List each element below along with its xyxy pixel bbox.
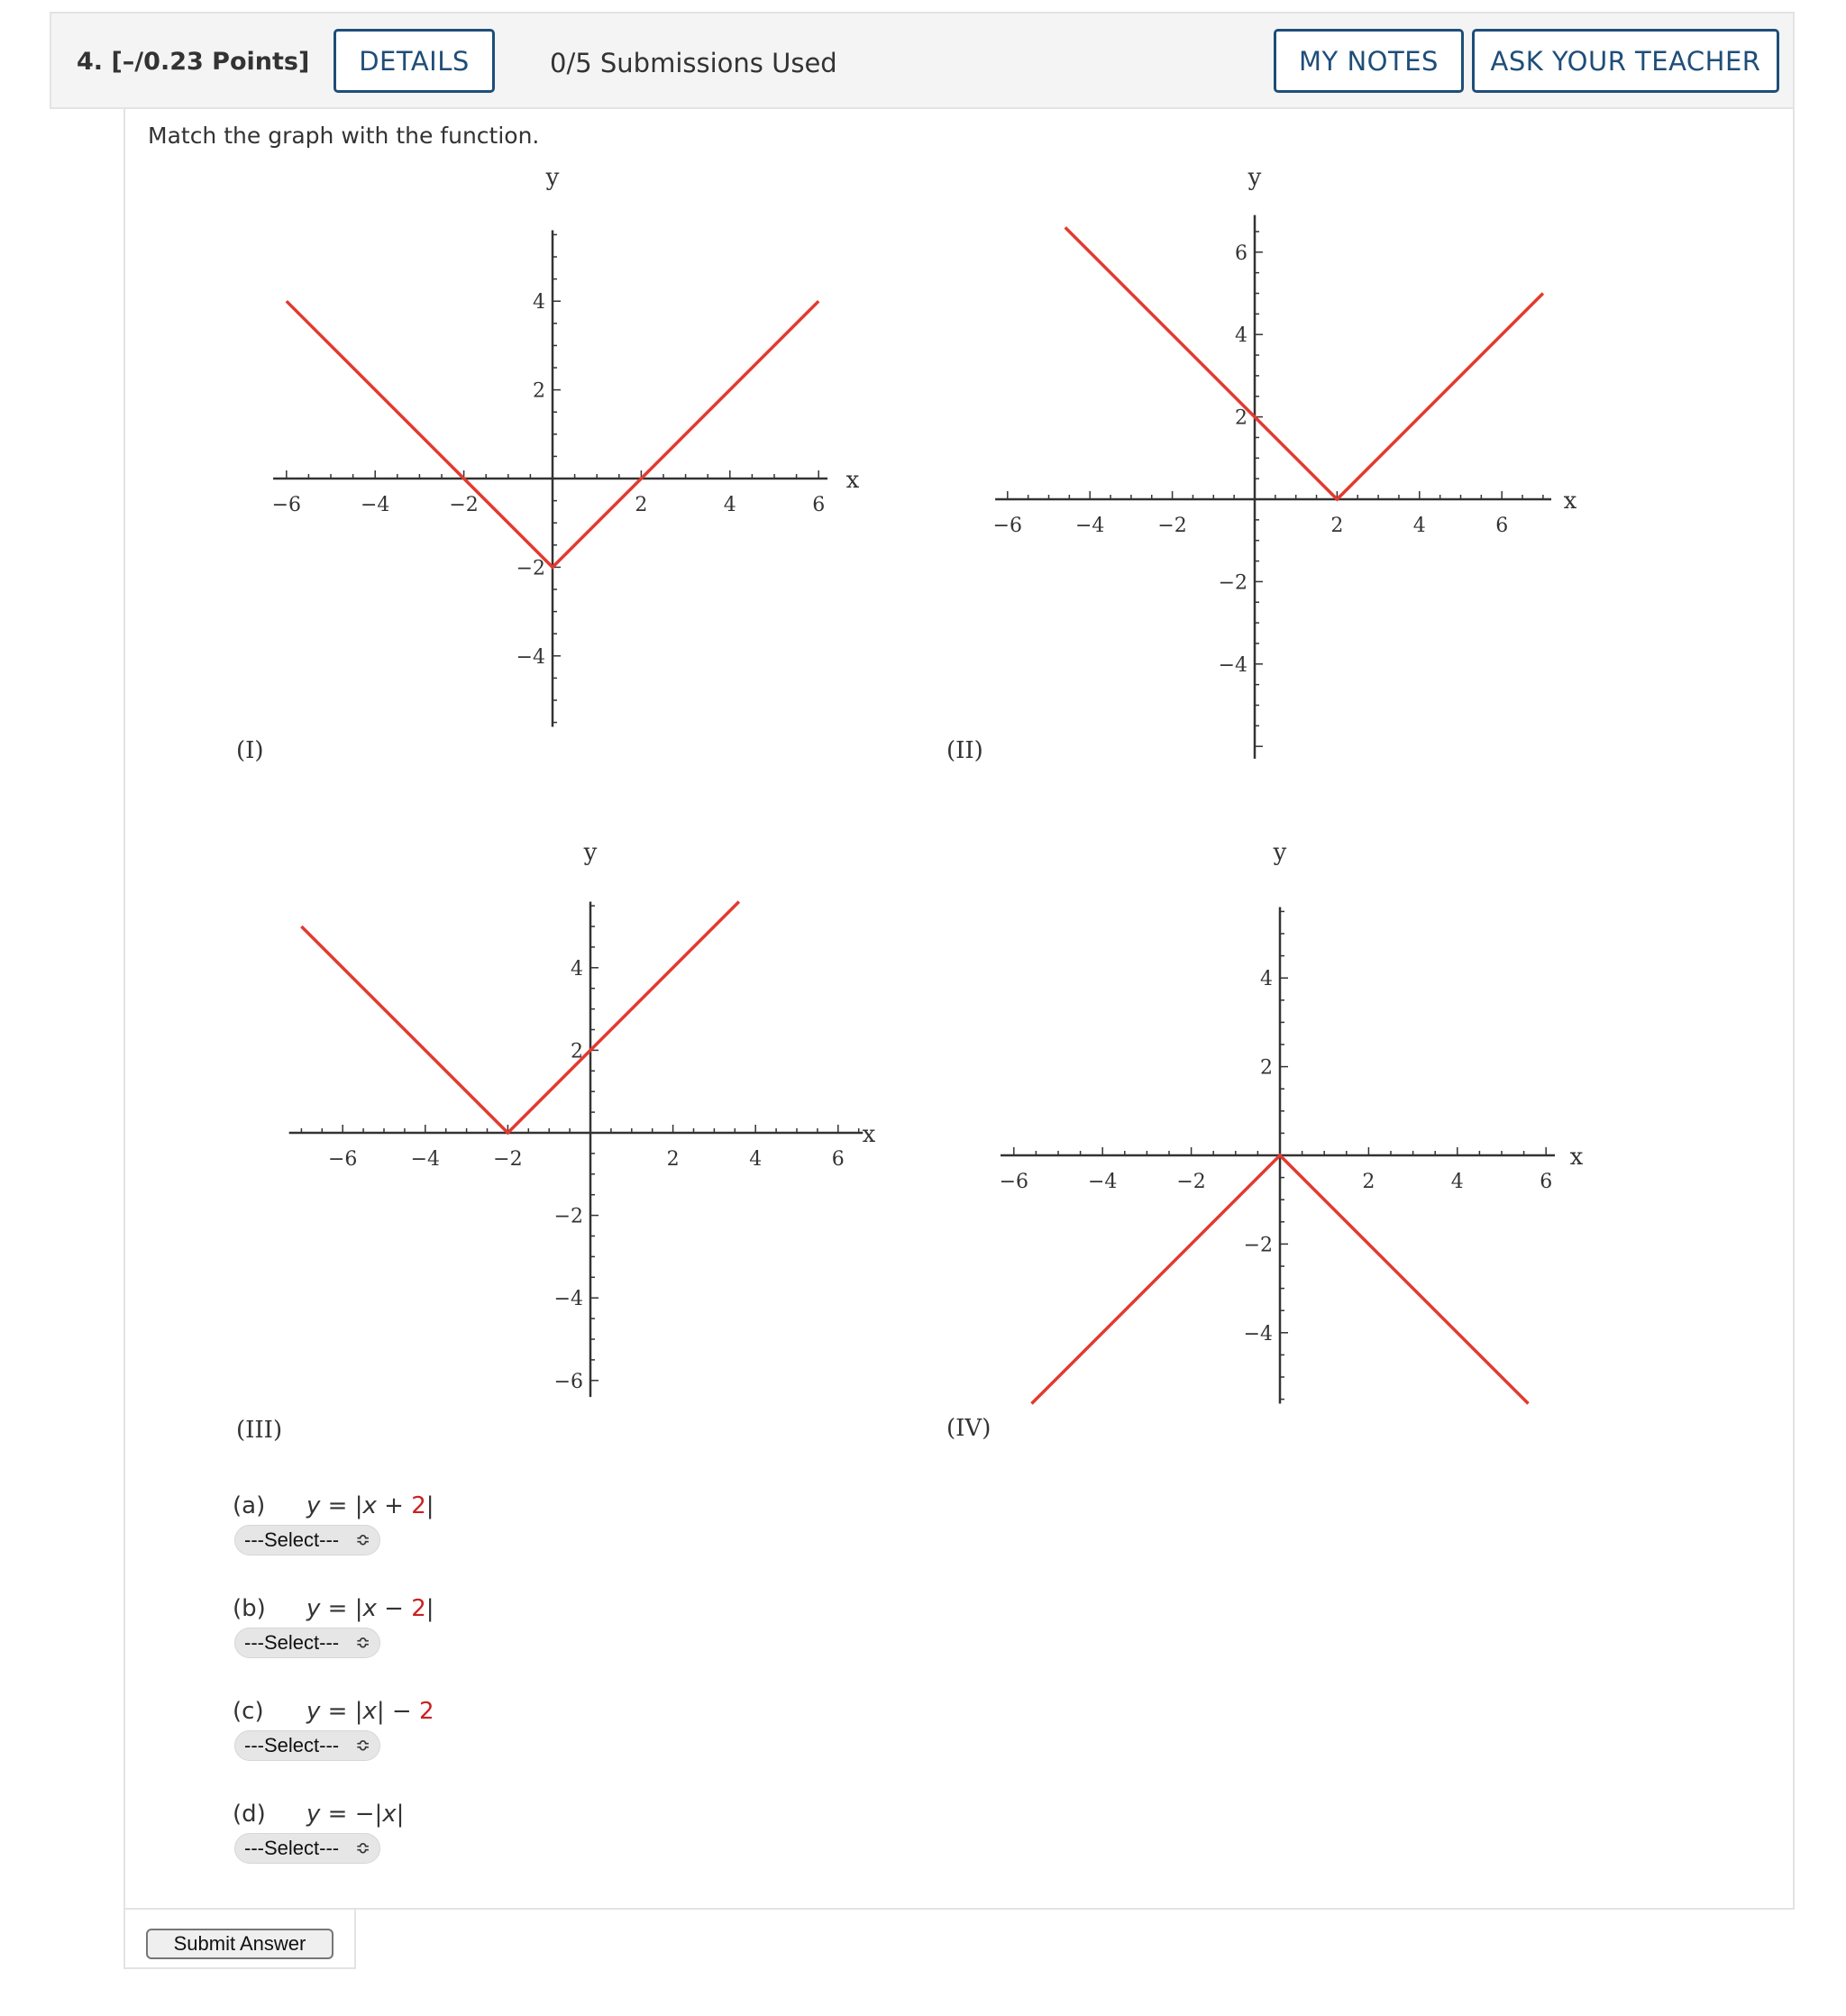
- graph-ii-function-line: [1065, 227, 1543, 499]
- graph-iii-x-tick-label: 6: [831, 1148, 845, 1171]
- graph-i-y-tick-label: −2: [516, 557, 545, 580]
- part-c-eq2: | −: [376, 1698, 419, 1725]
- graph-iii-y-tick-label: 4: [571, 957, 583, 981]
- part-b-y: y: [306, 1595, 321, 1622]
- part-c-eq1: = |: [320, 1698, 363, 1725]
- graph-iv-x-tick-label: −2: [1176, 1171, 1206, 1193]
- part-b: [233, 1595, 434, 1622]
- graph-iv-x-tick-label: 6: [1540, 1171, 1553, 1193]
- graph-ii-y-tick-label: 2: [1235, 406, 1247, 430]
- my-notes-button[interactable]: MY NOTES: [1274, 29, 1464, 93]
- part-d-select-value: ---Select---: [244, 1837, 340, 1859]
- part-b-number: 2: [411, 1595, 426, 1622]
- graph-iii-y-tick-label: −2: [553, 1205, 583, 1228]
- graph-i-x-tick-label: 2: [635, 494, 648, 516]
- part-d-eq1: = −|: [320, 1801, 383, 1828]
- part-a-eq2: +: [376, 1492, 412, 1519]
- graph-iii-x-tick-label: −2: [493, 1148, 523, 1171]
- part-c: [233, 1698, 434, 1725]
- graph-ii-x-tick-label: 4: [1412, 515, 1426, 537]
- part-b-eq1: = |: [320, 1595, 363, 1622]
- graph-i-x-label: x: [845, 467, 860, 494]
- graph-iii-x-tick-label: −6: [327, 1148, 358, 1171]
- graph-ii-x-tick-label: 2: [1330, 515, 1344, 537]
- graph-ii-y-tick-label: 6: [1235, 242, 1247, 265]
- chevron-up-down-icon: ≎: [355, 1530, 370, 1550]
- graph-iii-x-label: x: [862, 1121, 876, 1148]
- graph-i-x-tick-label: −2: [449, 494, 479, 516]
- part-b-select[interactable]: [234, 1628, 380, 1658]
- graph-ii-x-tick-label: 6: [1495, 515, 1509, 537]
- graph-i-x-tick-label: −4: [360, 494, 390, 516]
- graph-i-x-tick-label: 4: [723, 494, 736, 516]
- question-points: [–/0.23 Points]: [111, 48, 310, 76]
- graph-ii-x-tick-label: −2: [1157, 515, 1187, 537]
- graph-i-x-tick-label: −6: [271, 494, 302, 516]
- graph-iii-y-label: y: [583, 839, 598, 866]
- graph-iii-x-tick-label: 4: [749, 1148, 763, 1171]
- graph-i-label: (I): [236, 737, 264, 764]
- graph-i-x-tick-label: 6: [812, 494, 826, 516]
- graph-iv-y-tick-label: −4: [1243, 1322, 1273, 1346]
- part-d-y: y: [306, 1801, 321, 1828]
- graph-iii-x-tick-label: 2: [666, 1148, 680, 1171]
- submissions-used: 0/5 Submissions Used: [550, 48, 837, 78]
- graph-iv-y-tick-label: 2: [1260, 1056, 1273, 1080]
- graph-iv-y-label: y: [1273, 839, 1287, 866]
- part-d-eq2: |: [396, 1801, 405, 1828]
- graph-ii-label: (II): [946, 737, 983, 764]
- graph-iv-x-label: x: [1569, 1144, 1584, 1171]
- graph-iv-x-tick-label: 4: [1450, 1171, 1464, 1193]
- graph-i-y-label: y: [545, 164, 560, 191]
- part-d-select[interactable]: [234, 1833, 380, 1864]
- graph-ii-x-tick-label: −4: [1074, 515, 1105, 537]
- question-prompt: Match the graph with the function.: [148, 123, 540, 149]
- graph-iv-x-tick-label: 2: [1362, 1171, 1375, 1193]
- part-d: [233, 1801, 404, 1828]
- graph-iii-y-tick-label: 2: [571, 1040, 583, 1063]
- graph-iv-y-tick-label: 4: [1260, 968, 1273, 991]
- part-a: [233, 1492, 434, 1519]
- part-c-number: 2: [418, 1698, 434, 1725]
- chevron-up-down-icon: ≎: [355, 1633, 370, 1653]
- part-b-x: x: [362, 1595, 377, 1622]
- part-c-letter: (c): [233, 1698, 264, 1725]
- part-d-letter: (d): [233, 1801, 266, 1828]
- graph-ii-x-label: x: [1563, 488, 1577, 515]
- graph-i-y-tick-label: 4: [533, 291, 545, 315]
- graph-ii-y-tick-label: −2: [1218, 571, 1247, 595]
- graph-iii-function-line: [301, 902, 738, 1133]
- graph-i-y-tick-label: 2: [533, 379, 545, 403]
- submit-answer-button[interactable]: Submit Answer: [146, 1929, 334, 1959]
- graph-ii-y-label: y: [1247, 164, 1262, 191]
- chevron-up-down-icon: ≎: [355, 1736, 370, 1756]
- part-a-select-value: ---Select---: [244, 1528, 340, 1551]
- part-a-y: y: [306, 1492, 321, 1519]
- ask-your-teacher-button[interactable]: ASK YOUR TEACHER: [1472, 29, 1779, 93]
- graph-iii-x-tick-label: −4: [410, 1148, 441, 1171]
- graph-ii-x-tick-label: −6: [992, 515, 1023, 537]
- graph-iv-x-tick-label: −6: [999, 1171, 1029, 1193]
- chevron-up-down-icon: ≎: [355, 1838, 370, 1858]
- part-a-number: 2: [411, 1492, 426, 1519]
- part-c-select[interactable]: [234, 1730, 380, 1761]
- part-c-select-value: ---Select---: [244, 1734, 340, 1756]
- part-a-eq3: |: [425, 1492, 434, 1519]
- graph-iii-label: (III): [236, 1417, 283, 1444]
- graph-iv-label: (IV): [946, 1415, 992, 1442]
- part-c-y: y: [306, 1698, 321, 1725]
- question-number: 4.: [77, 48, 104, 76]
- graph-iv-y-tick-label: −2: [1243, 1234, 1273, 1257]
- part-a-letter: (a): [233, 1492, 266, 1519]
- graph-iii-y-tick-label: −6: [553, 1370, 583, 1393]
- part-b-eq2: −: [376, 1595, 412, 1622]
- part-a-select[interactable]: [234, 1525, 380, 1555]
- part-b-eq3: |: [425, 1595, 434, 1622]
- graph-ii-y-tick-label: 4: [1235, 324, 1247, 348]
- part-b-select-value: ---Select---: [244, 1631, 340, 1654]
- part-c-x: x: [362, 1698, 377, 1725]
- graph-i-y-tick-label: −4: [516, 645, 545, 669]
- graph-iii-y-tick-label: −4: [553, 1288, 583, 1311]
- graph-iv-x-tick-label: −4: [1087, 1171, 1118, 1193]
- details-button[interactable]: DETAILS: [334, 29, 495, 93]
- part-d-x: x: [382, 1801, 397, 1828]
- graph-ii-y-tick-label: −4: [1218, 653, 1247, 677]
- part-a-x: x: [362, 1492, 377, 1519]
- part-a-eq1: = |: [320, 1492, 363, 1519]
- part-b-letter: (b): [233, 1595, 266, 1622]
